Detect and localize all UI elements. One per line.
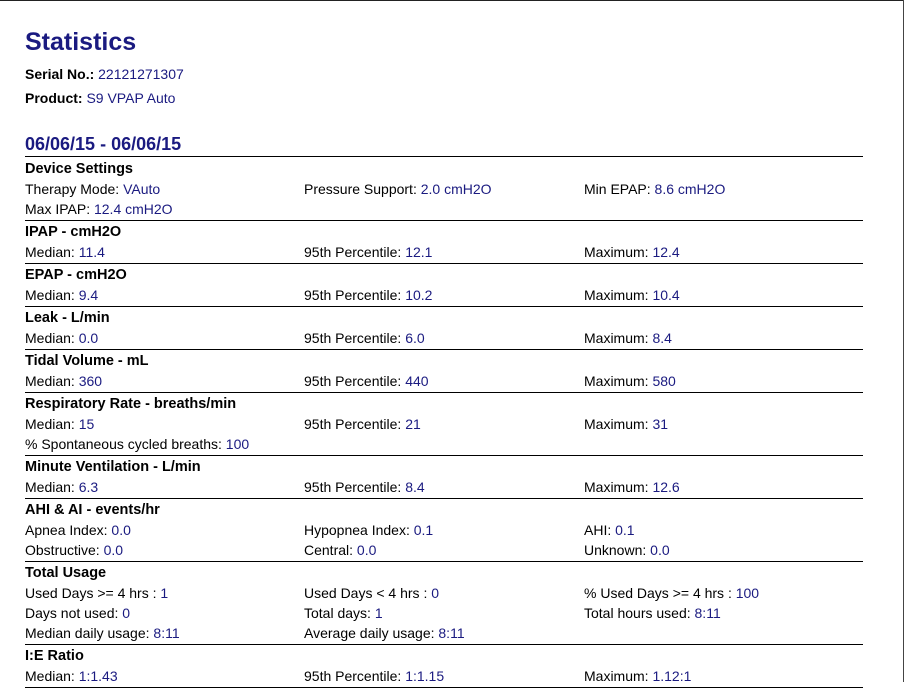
stat-value: 6.3 — [78, 479, 99, 495]
section-title: Leak - L/min — [25, 310, 110, 326]
stat-label: Maximum: — [584, 373, 649, 389]
stat-label: Average daily usage: — [304, 625, 435, 641]
stat-cell — [25, 199, 304, 219]
stat-label: Used Days >= 4 hrs : — [25, 585, 157, 601]
stat-cell — [584, 179, 863, 199]
serial-label: Serial No.: — [25, 66, 95, 82]
section-title: Respiratory Rate - breaths/min — [25, 396, 237, 412]
stats-row — [25, 328, 863, 348]
stat-value: 0.0 — [650, 542, 670, 558]
section-title: Minute Ventilation - L/min — [25, 459, 201, 475]
stat-value: 10.2 — [405, 287, 433, 303]
serial-value: 22121271307 — [98, 66, 184, 82]
stat-label: 95th Percentile: — [304, 373, 402, 389]
stat-label: Therapy Mode: — [25, 181, 120, 197]
stat-value: 8.6 cmH2O — [654, 181, 726, 197]
stat-label: Median: — [25, 668, 75, 684]
stat-cell — [584, 199, 863, 219]
stat-cell — [584, 603, 863, 623]
stat-value: 1:1.43 — [78, 668, 118, 684]
table-top-rule — [25, 156, 863, 157]
stat-value: 1 — [160, 585, 169, 601]
stat-value: 31 — [652, 416, 669, 432]
stat-value: 0.0 — [103, 542, 124, 558]
stat-value: 15 — [78, 416, 95, 432]
stat-cell — [304, 199, 584, 219]
stat-cell — [304, 477, 584, 497]
stat-label: 95th Percentile: — [304, 244, 402, 260]
stats-row — [25, 242, 863, 262]
stat-label: Days not used: — [25, 605, 119, 621]
stat-value: 0 — [431, 585, 440, 601]
stats-row — [25, 583, 863, 603]
stat-cell — [584, 434, 863, 454]
stat-label: Hypopnea Index: — [304, 522, 410, 538]
stat-cell — [25, 414, 304, 434]
stat-cell — [25, 623, 304, 643]
stats-row — [25, 179, 863, 199]
stat-cell — [304, 583, 584, 603]
stat-value: 0.0 — [356, 542, 377, 558]
stat-label: Median: — [25, 287, 75, 303]
stat-label: Total days: — [304, 605, 371, 621]
stats-section — [25, 221, 863, 264]
stat-label: Maximum: — [584, 479, 649, 495]
stat-cell — [25, 434, 304, 454]
stats-row — [25, 477, 863, 497]
stat-label: Maximum: — [584, 287, 649, 303]
stat-cell — [25, 285, 304, 305]
stat-label: Pressure Support: — [304, 181, 417, 197]
stat-label: Maximum: — [584, 244, 649, 260]
page-title: Statistics — [25, 28, 137, 56]
stat-cell — [584, 414, 863, 434]
stat-cell — [25, 520, 304, 540]
stat-label: % Used Days >= 4 hrs : — [584, 585, 732, 601]
stat-cell — [304, 285, 584, 305]
stats-row — [25, 540, 863, 560]
date-range: 06/06/15 - 06/06/15 — [25, 134, 182, 154]
stat-value: 1.12:1 — [652, 668, 692, 684]
stat-label: Median: — [25, 416, 75, 432]
stat-cell — [304, 179, 584, 199]
stat-value: 1:1.15 — [405, 668, 445, 684]
stats-section — [25, 158, 863, 221]
stats-row — [25, 434, 863, 454]
section-title: IPAP - cmH2O — [25, 224, 122, 240]
stats-row — [25, 199, 863, 219]
stat-value: 1 — [374, 605, 383, 621]
stat-cell — [584, 477, 863, 497]
stat-value: 8.4 — [652, 330, 672, 346]
stat-value: 8:11 — [153, 625, 180, 641]
section-title: I:E Ratio — [25, 648, 84, 664]
stat-cell — [584, 520, 863, 540]
stat-label: Maximum: — [584, 330, 649, 346]
stats-row — [25, 666, 863, 686]
stat-value: VAuto — [123, 181, 161, 197]
stat-value: 12.4 cmH2O — [93, 201, 173, 217]
stats-row — [25, 623, 863, 643]
stat-cell — [304, 603, 584, 623]
stat-label: 95th Percentile: — [304, 479, 402, 495]
stat-value: 12.1 — [405, 244, 433, 260]
stat-cell — [304, 623, 584, 643]
window-top-border — [0, 0, 904, 1]
stat-value: 12.4 — [652, 244, 680, 260]
stat-label: Median: — [25, 244, 75, 260]
stat-cell — [25, 603, 304, 623]
stat-label: % Spontaneous cycled breaths: — [25, 436, 222, 452]
stat-value: 0.0 — [111, 522, 131, 538]
stat-value: 8:11 — [694, 605, 721, 621]
stat-label: Apnea Index: — [25, 522, 108, 538]
product-label: Product: — [25, 90, 83, 106]
stat-value: 100 — [735, 585, 760, 601]
stat-label: Total hours used: — [584, 605, 691, 621]
product — [25, 90, 175, 106]
stat-cell — [25, 540, 304, 560]
stat-label: Used Days < 4 hrs : — [304, 585, 428, 601]
stat-label: Maximum: — [584, 668, 649, 684]
stat-value: 12.6 — [652, 479, 680, 495]
stat-cell — [584, 583, 863, 603]
product-value: S9 VPAP Auto — [86, 90, 176, 106]
stat-cell — [25, 371, 304, 391]
stats-section — [25, 307, 863, 350]
stat-cell — [304, 242, 584, 262]
stat-label: Median: — [25, 330, 75, 346]
stat-cell — [304, 666, 584, 686]
stats-row — [25, 603, 863, 623]
stat-cell — [304, 540, 584, 560]
stat-cell — [584, 540, 863, 560]
stat-label: 95th Percentile: — [304, 330, 402, 346]
stat-cell — [304, 520, 584, 540]
section-title: AHI & AI - events/hr — [25, 502, 160, 518]
stat-label: Median daily usage: — [25, 625, 150, 641]
stats-row — [25, 285, 863, 305]
serial-number — [25, 66, 184, 82]
stat-cell — [304, 328, 584, 348]
stat-label: Min EPAP: — [584, 181, 651, 197]
stat-value: 8.4 — [405, 479, 425, 495]
stat-label: 95th Percentile: — [304, 416, 402, 432]
stats-row — [25, 414, 863, 434]
stat-cell — [584, 242, 863, 262]
stat-cell — [584, 623, 863, 643]
stat-value: 9.4 — [78, 287, 99, 303]
stat-cell — [25, 179, 304, 199]
stat-value: 10.4 — [652, 287, 680, 303]
stats-section — [25, 393, 863, 456]
stats-section — [25, 350, 863, 393]
stats-row — [25, 520, 863, 540]
stat-cell — [25, 242, 304, 262]
stat-label: Max IPAP: — [25, 201, 91, 217]
stat-label: AHI: — [584, 522, 612, 538]
stats-section — [25, 264, 863, 307]
stat-cell — [584, 371, 863, 391]
stats-section — [25, 562, 863, 645]
stat-value: 21 — [405, 416, 421, 432]
stat-value: 0.1 — [615, 522, 635, 538]
stat-label: Median: — [25, 479, 75, 495]
statistics-table — [25, 158, 863, 688]
stats-section — [25, 499, 863, 562]
stat-cell — [25, 583, 304, 603]
section-title: Device Settings — [25, 161, 133, 177]
stat-cell — [584, 328, 863, 348]
stat-cell — [25, 477, 304, 497]
stat-cell — [584, 285, 863, 305]
stat-cell — [304, 371, 584, 391]
stat-label: Obstructive: — [25, 542, 100, 558]
stat-value: 580 — [652, 373, 676, 389]
stat-cell — [25, 666, 304, 686]
stat-value: 8:11 — [438, 625, 465, 641]
stat-value: 11.4 — [78, 244, 105, 260]
stat-value: 0.1 — [413, 522, 434, 538]
stat-value: 360 — [78, 373, 103, 389]
stat-value: 0 — [122, 605, 131, 621]
stat-cell — [304, 434, 584, 454]
stat-label: Central: — [304, 542, 354, 558]
stat-value: 0.0 — [78, 330, 99, 346]
stats-section — [25, 456, 863, 499]
section-title: Tidal Volume - mL — [25, 353, 149, 369]
stat-value: 100 — [225, 436, 250, 452]
stat-cell — [584, 666, 863, 686]
stats-row — [25, 371, 863, 391]
stat-label: Median: — [25, 373, 75, 389]
section-title: EPAP - cmH2O — [25, 267, 127, 283]
stat-cell — [25, 328, 304, 348]
stat-value: 440 — [405, 373, 429, 389]
stat-value: 6.0 — [405, 330, 425, 346]
stat-label: Maximum: — [584, 416, 649, 432]
stat-label: 95th Percentile: — [304, 668, 402, 684]
section-title: Total Usage — [25, 565, 107, 581]
stat-cell — [304, 414, 584, 434]
stat-label: Unknown: — [584, 542, 647, 558]
stat-label: 95th Percentile: — [304, 287, 402, 303]
stat-value: 2.0 cmH2O — [420, 181, 492, 197]
